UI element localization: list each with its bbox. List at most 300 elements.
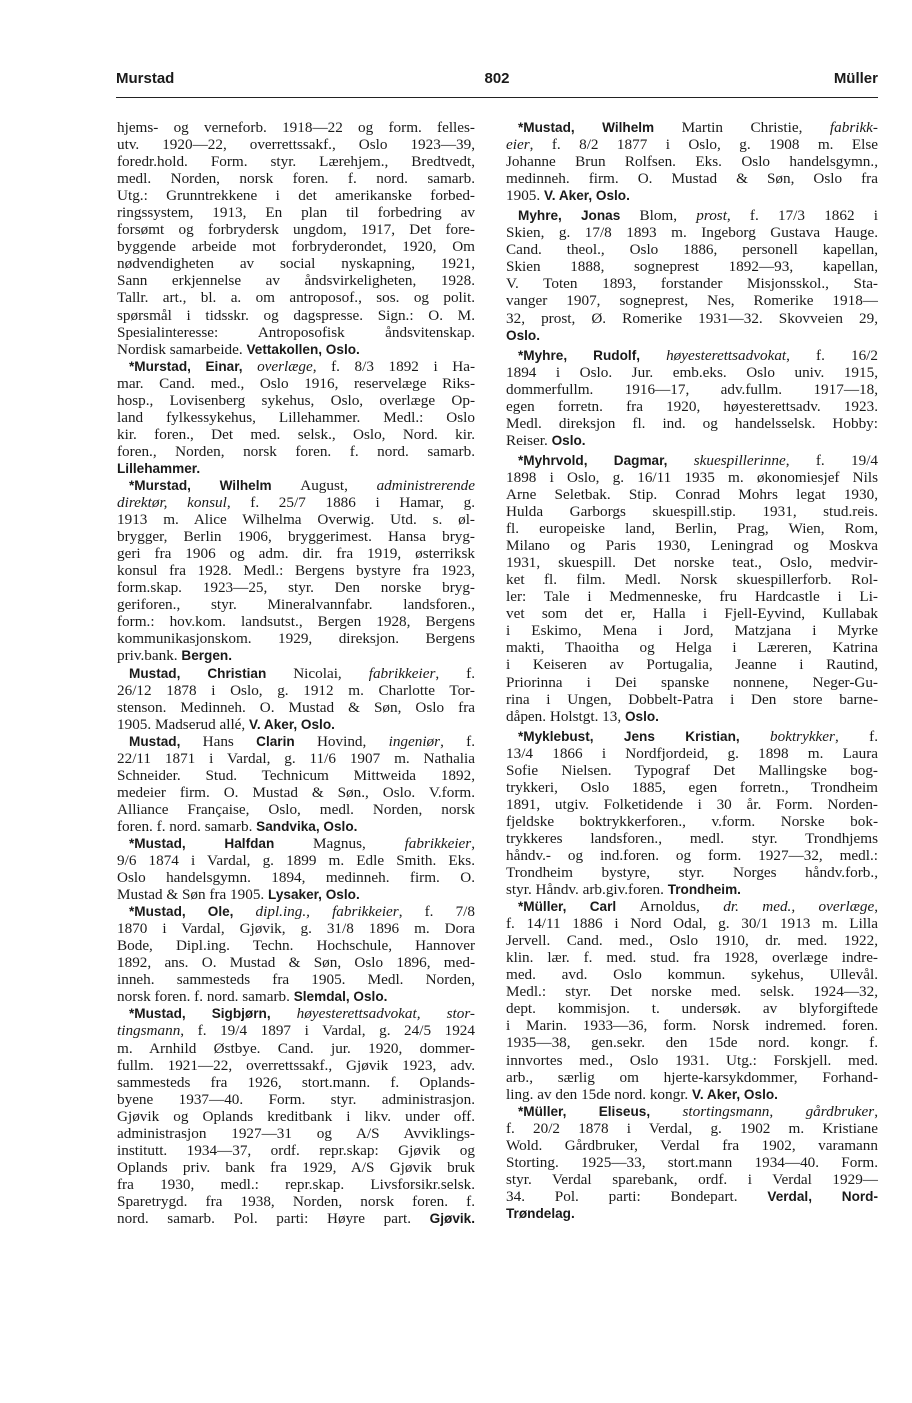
body-text: , f. [834,727,878,745]
text-line [117,1108,475,1125]
body-text: foren. f. nord. samarb. [117,817,257,835]
body-text: kommunikasjonskom. 1929, direksjon. Bergens [117,630,475,648]
italic-text: dipl.ing., fabrikkeier [255,903,399,921]
text-line [117,528,475,545]
text-line [117,221,475,238]
entry-heading-line [117,358,475,375]
body-text: , [874,1102,878,1120]
italic-text: boktrykker [770,727,835,745]
text-line [117,153,475,170]
text-line [117,324,475,341]
entry-heading-line [117,835,475,852]
body-text: innvortes med., Oslo 1931. Utg.: Forskjell. med. [506,1051,878,1069]
text-line [506,1205,878,1222]
text-line [117,170,475,187]
body-text: 22/11 1871 i Vardal, g. 11/6 1907 m. Nathalia [117,749,475,767]
bold-text: *Myhre, Rudolf, [518,347,667,363]
body-text: ringssystem, 1913, En plan til forbedring av [117,204,475,222]
body-text: Sann erkjennelse av åndsvirkeligheten, 1928. [117,272,475,290]
body-text: Cand. theol., Oslo 1886, personell kapellan, [506,241,878,259]
body-text: trykkeres landsforen., medl. styr. Trondhjems [506,829,878,847]
bold-text: V. Aker, Oslo. [692,1086,778,1102]
left-column [117,119,475,1227]
body-text: Gjøvik og Oplands kreditbank i likv. under off. [117,1107,475,1125]
text-line [117,341,475,358]
text-line [506,983,878,1000]
text-line [506,432,878,449]
text-line [506,830,878,847]
body-text: Schneider. Stud. Technicum Mittweida 1892, [117,766,475,784]
italic-text: fabrikkeier [368,664,436,682]
text-line [117,767,475,784]
body-text: Medl.: styr. Det norske med. selsk. 1924—32, [506,983,878,1001]
italic-text: høyesterettsadvokat, stor- [296,1005,475,1023]
text-line [117,784,475,801]
text-line [117,375,475,392]
text-line [117,647,475,664]
body-text: priv.bank. [117,647,182,665]
body-text: form.: hov.kom. landsutst., Bergen 1928, Bergens [117,613,475,631]
italic-text: tingsmann [117,1022,181,1040]
body-text: , f. 8/2 1877 i Oslo, g. 1908 m. Else [529,136,878,154]
body-text: spørsmål i tidsskr. og dagspresse. Sign.: O. M. [117,306,475,324]
body-text: V. Toten 1893, forstander Misjonsskol., Sta- [506,275,878,293]
bold-text: *Mustad, Halfdan [129,835,314,851]
body-text: 1931, skuespill. Det norske teat., Oslo, medvir- [506,554,878,572]
body-text: f. 20/2 1878 i Verdal, g. 1902 m. Kristiane [506,1119,878,1137]
bold-text: Mustad, Christian [129,665,294,681]
text-line [506,187,878,204]
body-text: ling. av den 15de nord. kongr. [506,1085,693,1103]
text-line [506,708,878,725]
body-text: , f. 17/3 1862 i [726,207,878,225]
text-line [117,187,475,204]
bold-text: Slemdal, Oslo. [293,989,388,1005]
body-text: byene 1937—40. Form. styr. administrasjon. [117,1090,475,1108]
text-line [117,682,475,699]
right-column [506,119,878,1222]
body-text: Oslo handelsgymn. 1894, medinneh. firm. O. [117,869,475,887]
text-line [117,136,475,153]
body-text: arb., særlig om hjerte-karsykdommer, Forhand- [506,1068,878,1086]
body-text: nødvendigheten av social nyskapning, 1921, [117,255,475,273]
body-text: Trondheim bystyre, styr. Norges håndv.forb., [506,864,878,882]
body-text: administrasjon 1927—31 og A/S Avviklings- [117,1124,475,1142]
entry-heading-line [506,728,878,745]
text-line [506,1052,878,1069]
body-text: 1905. [506,187,544,205]
body-text: styr. Verdal sparebank, ordf. i Verdal 1929— [506,1170,878,1188]
entry-heading-line [506,452,878,469]
text-line [117,750,475,767]
body-text: Arne Seletbak. Stip. Conrad Mohrs legat 1930, [506,485,878,503]
body-text: Milano og Paris 1930, Leningrad og Moskva [506,537,878,555]
bold-text: Oslo. [506,327,540,343]
body-text: dommerfullm. 1916—17, adv.fullm. 1917—18, [506,380,878,398]
body-text: ket fl. film. Medl. Norsk skuespillerforb. Rol- [506,571,878,589]
body-text: Jervell. Cand. med., Oslo 1910, dr. med. 1922, [506,932,878,950]
text-line [506,398,878,415]
body-text: makti, Thaoitha og Helga i Læreren, Katrina [506,639,878,657]
text-line [506,881,878,898]
text-line [506,275,878,292]
body-text: i Marin. 1933—36, form. Norsk indremed. foren. [506,1017,878,1035]
text-line [506,847,878,864]
bold-text: *Müller, Carl [518,899,640,915]
entry-heading-line [506,207,878,224]
text-line [506,949,878,966]
body-text: norsk foren. f. nord. samarb. [117,988,294,1006]
text-line [117,1074,475,1091]
text-line [506,1137,878,1154]
body-text: Oplands priv. bank fra 1929, A/S Gjøvik bruk [117,1158,475,1176]
body-text: foren., Norden, norsk foren. f. nord. samarb. [117,442,475,460]
bold-text: *Murstad, Einar, [129,358,258,374]
text-line [506,554,878,571]
body-text: dåpen. Holstgt. 13, [506,707,625,725]
body-text: egen forretn. fra 1920, høyesterettsadv. 1923. [506,397,878,415]
body-text: Bode, Dipl.ing. Techn. Hochschule, Hannover [117,937,475,955]
text-line [117,1091,475,1108]
text-line [117,869,475,886]
italic-text: prost [696,207,727,225]
text-line [117,562,475,579]
text-line [117,1057,475,1074]
body-text: hosp., Lovisenberg sykehus, Oslo, overlæge Op- [117,391,475,409]
text-line [506,1069,878,1086]
text-line [117,630,475,647]
text-line [117,443,475,460]
text-line [506,327,878,344]
body-text: fra 1930, medl.: repr.skap. Livsforsikr.selsk. [117,1175,475,1193]
bold-text: Trøndelag. [506,1205,575,1221]
body-text: , f. 19/4 [785,451,879,469]
body-text: medinneh. firm. O. Mustad & Søn, Oslo fra [506,170,878,188]
body-text: 1892, ans. O. Mustad & Søn, Oslo 1896, med- [117,954,475,972]
body-text: , f. 8/3 1892 i Ha- [312,357,475,375]
text-line [506,136,878,153]
bold-text: Oslo. [551,432,586,448]
body-text: medl. Norden, norsk foren. f. nord. samarb. [117,170,475,188]
body-text: Reiser. [506,431,552,449]
bold-text: Lysaker, Oslo. [268,887,360,903]
body-text: Hovind, [316,732,389,750]
body-text: klin. lær. f. med. stud. fra 1928, overlæge indre- [506,949,878,967]
body-text: 1905. Madserud allé, [117,715,250,733]
body-text: brygger, Berlin 1906, bryggerimest. Hansa bryg- [117,528,475,546]
body-text: Nicolai, [293,664,369,682]
text-line [506,170,878,187]
text-line [117,699,475,716]
bold-text: V. Aker, Oslo. [249,716,335,732]
text-line [506,153,878,170]
body-text: 1894 i Oslo. Jur. emb.eks. Oslo univ. 1915, [506,363,878,381]
text-line [117,1040,475,1057]
body-text: Sofie Nielsen. Typograf Det Mallingske bog- [506,761,878,779]
running-header [116,70,878,92]
bold-text: V. Aker, Oslo. [543,188,630,204]
body-text: geriforen., styr. Mineralvannfabr. landsforen., [117,596,475,614]
bold-text: Clarin [256,733,317,749]
text-line [117,511,475,528]
body-text: 1935—38, gen.sekr. den 15de nord. kongr. f. [506,1034,878,1052]
bold-text: Sandvika, Oslo. [256,818,358,834]
body-text: håndv.- og ind.foren. og form. 1927—32, medl.: [506,846,878,864]
text-line [506,1034,878,1051]
text-line [506,745,878,762]
body-text: geri fra 1906 og adm. dir. fra 1919, østerriksk [117,545,475,563]
body-text: fl. europeiske land, Berlin, Prag, Wien, Rom, [506,520,878,538]
text-line [506,656,878,673]
bold-text: Gjøvik. [429,1211,475,1226]
bold-text: *Müller, Eliseus, [518,1103,683,1119]
body-text: i Eskimo, Mena i Jord, Matzjana i Myrke [506,622,878,640]
text-line [117,392,475,409]
text-line [117,852,475,869]
body-text: Alliance Française, Oslo, medl. Norden, norsk [117,800,475,818]
entry-heading-line [117,665,475,682]
bold-text: *Mustad, Ole, [129,904,256,920]
bold-text: Vettakollen, Oslo. [246,341,360,357]
body-text: 9/6 1874 i Vardal, g. 1899 m. Edle Smith. Eks. [117,852,475,870]
italic-text: administrerende [376,476,475,494]
text-line [506,415,878,432]
body-text: Mustad & Søn fra 1905. [117,886,269,904]
italic-text: fabrikk- [829,119,878,136]
text-line [506,1171,878,1188]
body-text: rina i Ungen, Dobbelt-Patra i Den store barne- [506,690,878,708]
body-text: August, [300,476,377,494]
italic-text: fabrikkeier [404,834,472,852]
entry-heading-line [117,733,475,750]
bold-text: Mustad, [129,733,203,749]
body-text: , f. 16/2 [786,346,878,364]
text-line [506,310,878,327]
entry-heading-line [117,903,475,920]
text-line [506,639,878,656]
body-text: ler: Tale i Medmenneske, fru Hardcastle i Li- [506,588,878,606]
body-text: hjems- og verneforb. 1918—22 og form. felles- [117,119,475,136]
body-text: 1891, utgiv. Folketidende i 30 år. Form. Norden- [506,795,878,813]
body-text: 1913 m. Alice Wilhelma Overwig. Utd. s. øl- [117,511,475,529]
text-line [506,622,878,639]
entry-heading-line [117,1005,475,1022]
body-text: 34. Pol. parti: Bondepart. [506,1187,768,1205]
entry-heading-line [506,1103,878,1120]
text-line [117,1125,475,1142]
text-line [117,409,475,426]
body-text: Medl. direksjon fl. ind. og handelsselsk. Hobby: [506,414,878,432]
text-line [506,1120,878,1137]
body-text: form.skap. 1923—25, styr. Den norske bryg- [117,579,475,597]
text-line [117,579,475,596]
text-line [506,1000,878,1017]
body-text: inneh. sammesteds fra 1905. Medl. Norden, [117,971,475,989]
italic-text: ingeniør [388,732,441,750]
body-text: 1870 i Vardal, Gjøvik, g. 31/8 1896 m. Dora [117,920,475,938]
body-text: , f. [440,732,476,750]
body-text: kir. foren., Det med. selsk., Oslo, Nord. kir. [117,425,475,443]
text-line [506,258,878,275]
bold-text: *Murstad, Wilhelm [129,477,301,493]
text-line [506,469,878,486]
text-line [506,779,878,796]
body-text: konsul fra 1928. Medl.: Bergens bystyre fra 1923, [117,562,475,580]
body-text: Tallr. art., bl. a. om antroposof., sos. og polit. [117,289,475,307]
text-line [117,801,475,818]
text-line [506,588,878,605]
text-line [117,426,475,443]
body-text: 32, prost, Ø. Romerike 1931—32. Skovveien 29, [506,309,878,327]
italic-text: overlæge [257,357,313,375]
text-line [117,971,475,988]
text-line [506,486,878,503]
text-line [117,460,475,477]
body-text: Storting. 1925—33, stort.mann 1934—40. Form. [506,1153,878,1171]
text-line [506,364,878,381]
text-line [117,238,475,255]
bold-text: Trondheim. [667,882,741,898]
body-text: , [471,834,476,852]
page-number: 802 [484,70,510,87]
body-text: , f. 25/7 1886 i Hamar, g. [226,494,475,512]
text-line [506,1086,878,1103]
body-text: Utg.: Grunntrekkene i det amerikanske forbed- [117,187,475,205]
body-text: forsømt og forbrydersk ungdom, 1917, Det fore- [117,221,475,239]
text-line [117,1176,475,1193]
text-line [117,886,475,903]
bold-text: Myhre, Jonas [518,208,640,224]
text-line [117,204,475,221]
body-text: byggende arbeide mot forbryderondet, 1920, Om [117,238,475,256]
bold-text: *Myklebust, Jens Kristian, [518,728,771,744]
text-line [117,255,475,272]
text-line [117,119,475,136]
body-text: vet som det er, Halla i Fjell-Eyvind, Kullabak [506,605,878,623]
body-text: utv. 1920—22, overrettssakf., Oslo 1923—39, [117,136,475,154]
body-text: Blom, [639,207,697,225]
bold-text: *Mustad, Wilhelm [518,120,682,135]
text-line [117,937,475,954]
text-line [506,571,878,588]
body-text: Priorinna i Dei spanske nonnene, Neger-Gu- [506,673,878,691]
body-text: Hulda Garborgs skuespill.stip. 1931, stud.reis. [506,503,878,521]
body-text: m. Arnhild Østbye. Cand. jur. 1920, dommer- [117,1039,475,1057]
body-text: Skien 1888, sogneprest 1892—93, kapellan, [506,258,878,276]
body-text: medeier firm. O. Mustad & Søn., Oslo. V.form. [117,783,475,801]
bold-text: *Mustad, Sigbjørn, [129,1006,297,1022]
text-line [117,818,475,835]
italic-text: høyesterettsadvokat [666,346,787,364]
text-line [117,1142,475,1159]
text-line [506,691,878,708]
body-text: Arnoldus, [639,898,724,916]
text-line [506,864,878,881]
text-line [506,381,878,398]
body-text: Hans [202,732,257,750]
text-line [506,1017,878,1034]
body-text: foredr.hold. Form. styr. Lærehjem., Bredtvedt, [117,153,475,171]
text-line [117,1210,475,1227]
body-text: vanger 1907, sogneprest, Nes, Romerike 1918— [506,292,878,310]
italic-text: eier [506,136,530,154]
body-text: nord. samarb. Pol. parti: Høyre part. [117,1210,430,1227]
text-line [506,762,878,779]
bold-text: Oslo. [624,708,659,724]
body-text: institutt. 1934—37, ordf. repr.skap: Gjøvik og [117,1141,475,1159]
text-line [117,988,475,1005]
text-line [506,224,878,241]
body-text: stenson. Medinneh. O. Mustad & Søn, Oslo fra [117,698,475,716]
bold-text: Verdal, Nord- [767,1188,879,1204]
text-line [117,545,475,562]
body-text: Wold. Gårdbruker, Verdal fra 1902, varamann [506,1136,878,1154]
body-text: fullm. 1921—22, overrettssakf., Gjøvik 1923, adv. [117,1056,475,1074]
text-line [117,272,475,289]
body-text: land fylkessykehus, Lillehammer. Medl.: Oslo [117,408,475,426]
body-text: Martin Christie, [681,119,830,136]
text-line [506,241,878,258]
body-text: Skien, g. 17/8 1893 m. Ingeborg Gustava Hauge. [506,224,878,242]
text-line [506,503,878,520]
bold-text: Lillehammer. [117,460,201,476]
text-line [506,537,878,554]
italic-text: direktør, konsul [117,494,227,512]
body-text: i Keiseren av Portugalia, Jeanne i Rautind, [506,656,878,674]
body-text: f. 14/11 1886 i Nord Odal, g. 30/1 1913 m. Lilla [506,915,878,933]
text-line [117,954,475,971]
body-text: Nordisk samarbeide. [117,340,247,358]
text-line [506,915,878,932]
text-line [506,520,878,537]
body-text: , f. [435,664,476,682]
text-line [117,596,475,613]
body-text: Magnus, [313,834,405,852]
text-line [506,813,878,830]
entry-heading-line [506,119,878,136]
text-line [117,307,475,324]
text-line [506,1154,878,1171]
italic-text: skuespillerinne [693,451,786,469]
italic-text: stortingsmann, gårdbruker [682,1102,875,1120]
text-line [117,1193,475,1210]
header-rule [116,97,878,98]
body-text: fjeldske boktrykkerforen., v.form. Norske bok- [506,812,878,830]
italic-text: dr. med., overlæge [723,898,875,916]
text-line [117,716,475,733]
text-line [117,920,475,937]
text-line [506,796,878,813]
text-line [117,494,475,511]
text-line [117,1159,475,1176]
text-line [117,1022,475,1039]
entry-heading-line [117,477,475,494]
text-line [506,1188,878,1205]
body-text: dept. kommisjon. t. undersøk. av blyforgiftede [506,1000,878,1018]
body-text: 13/4 1866 i Nordfjordeid, g. 1898 m. Laura [506,744,878,762]
entry-heading-line [506,347,878,364]
entry-heading-line [506,898,878,915]
body-text: Johanne Brun Rolfsen. Eks. Oslo handelsgymn., [506,153,878,171]
body-text: , f. 7/8 [398,903,475,921]
body-text: Spesialinteresse: Antroposofisk åndsvitenskap. [117,323,475,341]
body-text: trykkeri, Oslo 1885, egen forretn., Trondheim [506,778,878,796]
body-text: mar. Cand. med., Oslo 1916, reservelæge Riks- [117,374,475,392]
bold-text: *Myhrvold, Dagmar, [518,452,694,468]
text-line [506,605,878,622]
body-text: , f. 19/4 1897 i Vardal, g. 24/5 1924 [180,1022,475,1040]
header-first-entry: Murstad [116,70,175,87]
